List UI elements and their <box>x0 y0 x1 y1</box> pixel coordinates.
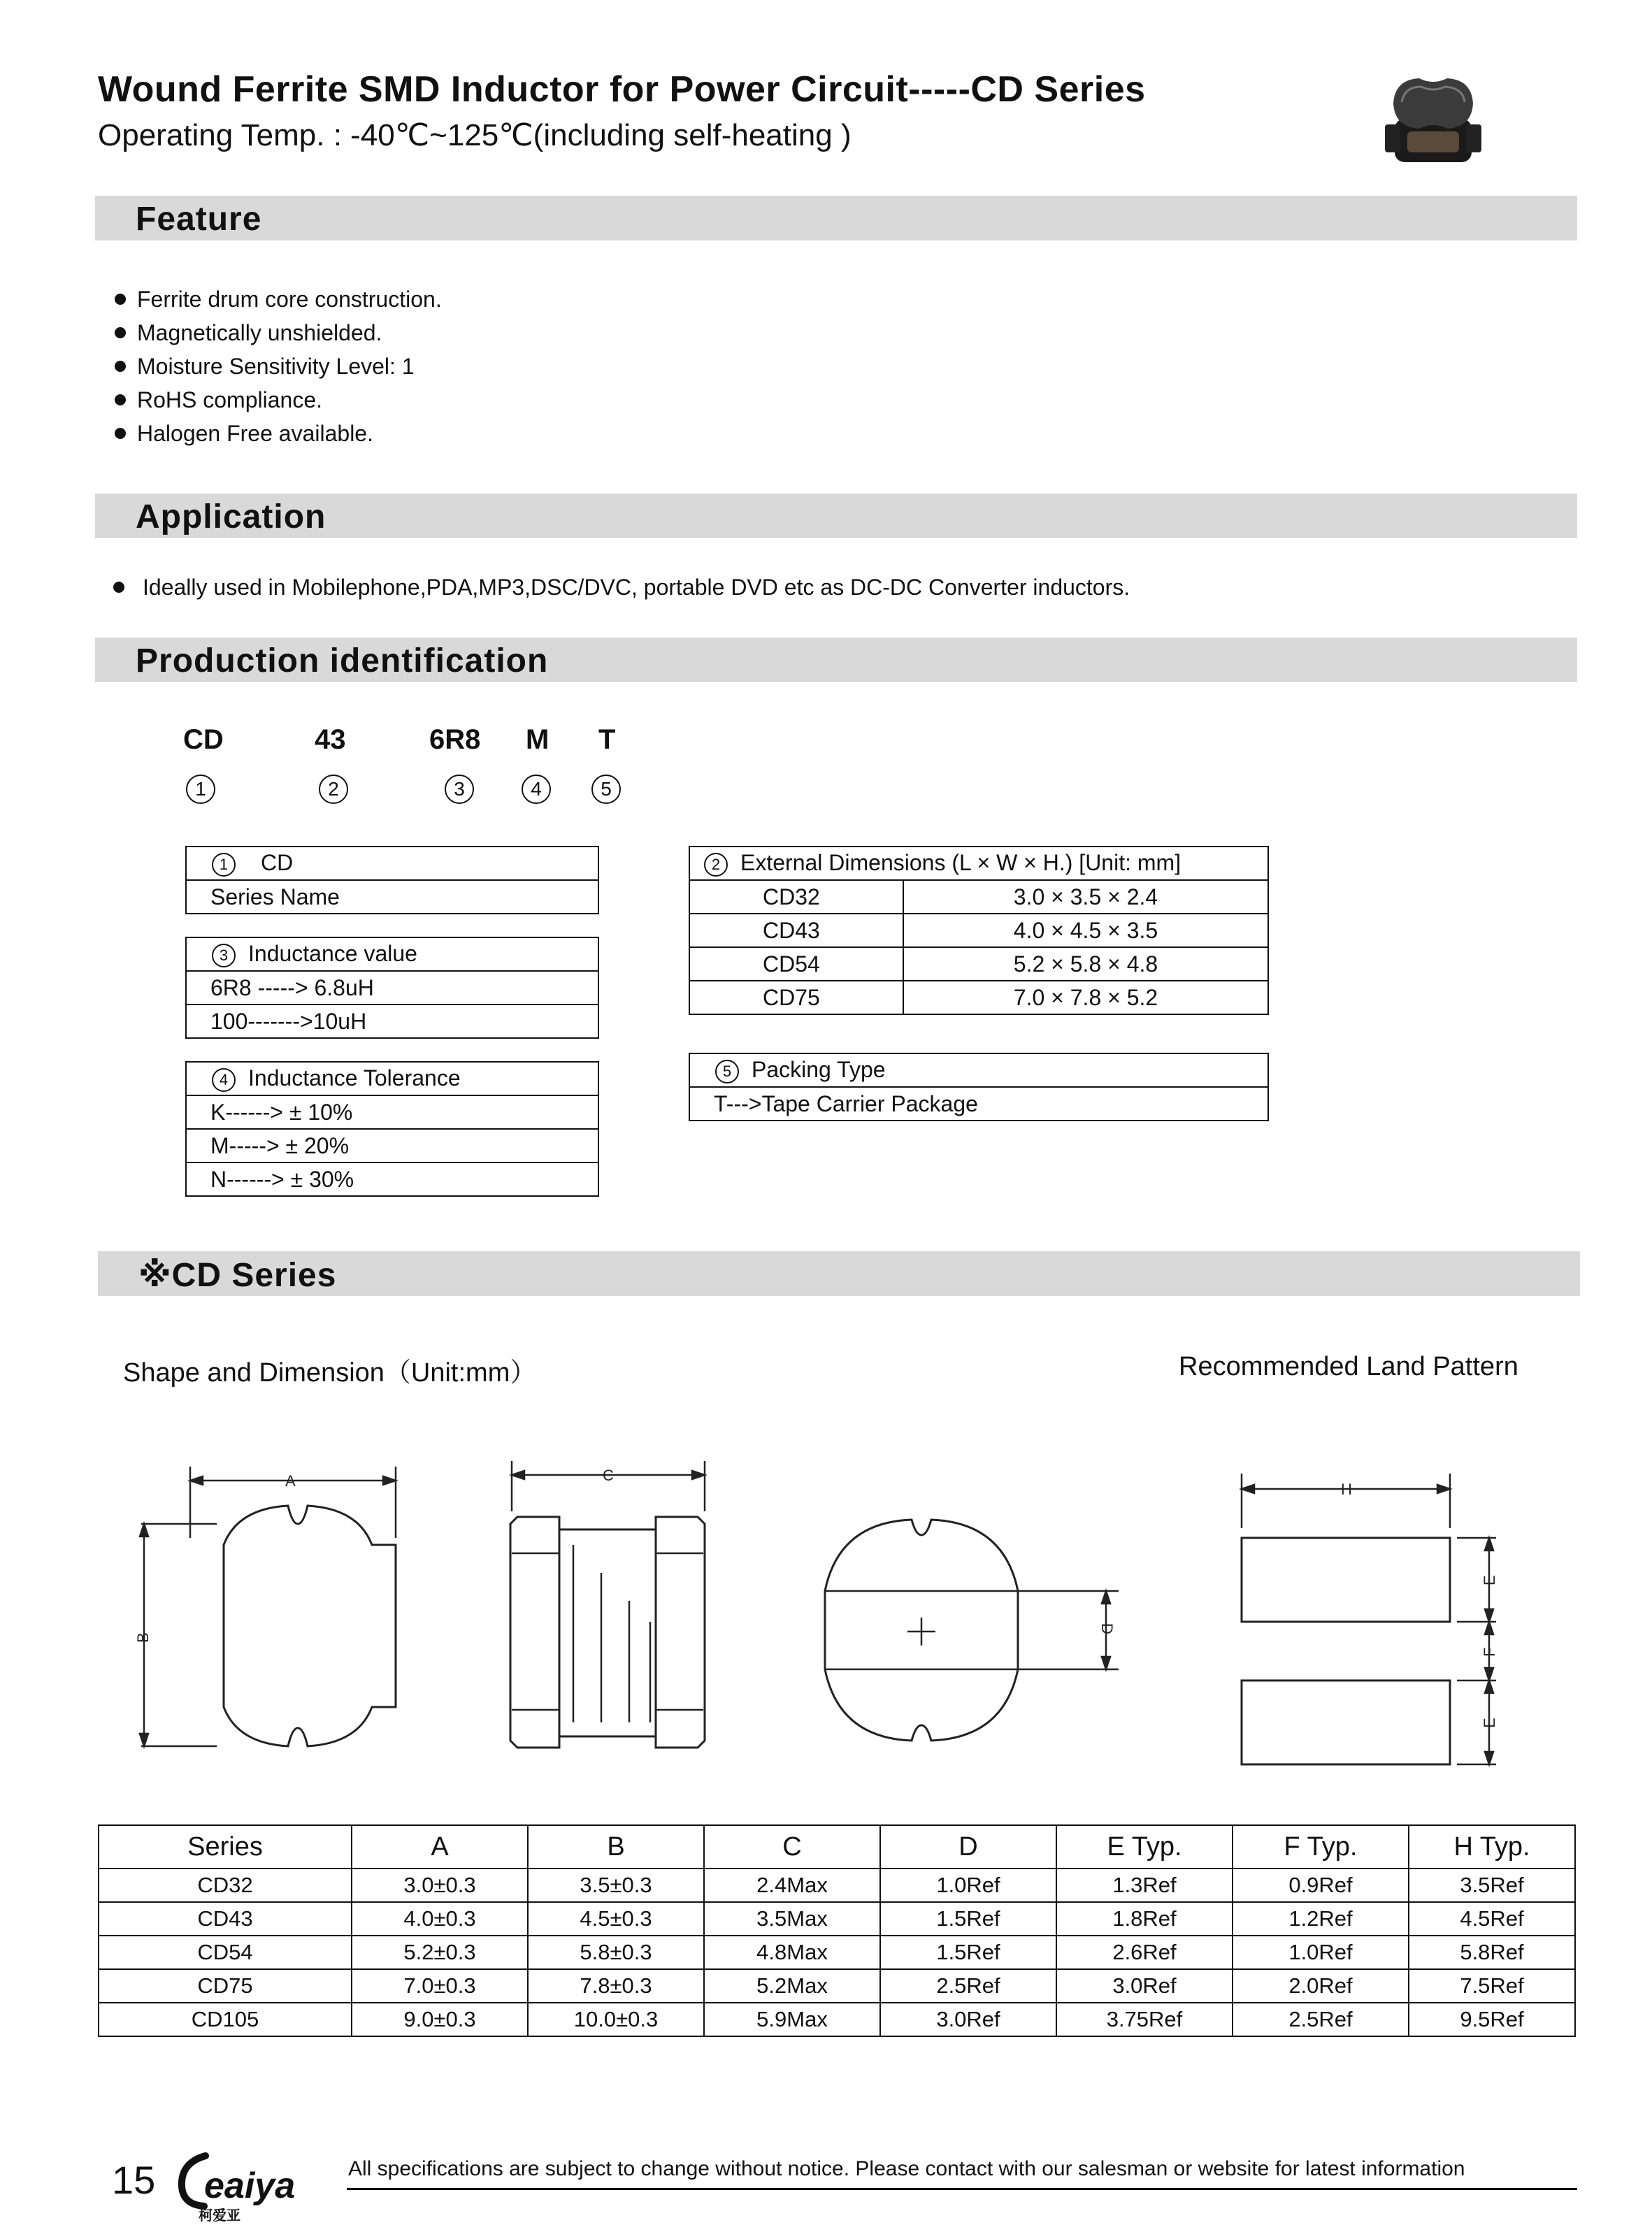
cd-series-heading: ※CD Series <box>138 1257 337 1294</box>
tolerance-row: K------> ± 10% <box>186 1095 598 1129</box>
page-number: 15 <box>112 2158 156 2202</box>
land-pattern-label: Recommended Land Pattern <box>1179 1352 1518 1381</box>
cell: 3.0Ref <box>1056 1969 1233 2003</box>
dim-letter-e: E <box>1481 1575 1498 1585</box>
spec-table-header <box>99 1825 1575 1869</box>
code-tolerance: M <box>526 724 550 755</box>
page-title: Wound Ferrite SMD Inductor for Power Circuit-----CD Series <box>98 69 1146 110</box>
dimension-model: CD75 <box>689 981 903 1014</box>
cell: 5.8±0.3 <box>528 1936 704 1969</box>
feature-item: Halogen Free available. <box>112 417 442 450</box>
footer-note: All specifications are subject to change without notice. Please contact with our salesman or website for latest information <box>348 2157 1465 2180</box>
cd-series-section-bar <box>98 1251 1580 1296</box>
header-cell: Series <box>99 1825 352 1869</box>
feature-heading: Feature <box>136 201 262 238</box>
external-dimensions-box <box>689 846 1269 1015</box>
spec-table <box>98 1824 1576 2037</box>
table-row <box>99 1869 1575 1902</box>
cell: 7.0±0.3 <box>352 1969 528 2003</box>
cell: 10.0±0.3 <box>528 2003 704 2036</box>
land-pad-bottom <box>1242 1680 1450 1764</box>
series-name-title: CD <box>261 850 294 876</box>
header-cell: D <box>880 1825 1056 1869</box>
cell: 1.2Ref <box>1233 1902 1409 1936</box>
cell: 5.2±0.3 <box>352 1936 528 1969</box>
header-cell: B <box>528 1825 704 1869</box>
header-cell: C <box>704 1825 880 1869</box>
table-row <box>99 1936 1575 1969</box>
inductor-photo <box>1381 70 1486 171</box>
dimension-value: 7.0 × 7.8 × 5.2 <box>903 981 1268 1014</box>
application-item: Ideally used in Mobilephone,PDA,MP3,DSC/DVC, portable DVD etc as DC-DC Converter inductors. <box>110 570 1130 604</box>
cell: 2.0Ref <box>1233 1969 1409 2003</box>
inductance-value-row: 100------->10uH <box>186 1005 598 1038</box>
inductance-value-box <box>185 937 599 1039</box>
packing-type-row: T--->Tape Carrier Package <box>689 1087 1268 1121</box>
cell: 1.8Ref <box>1056 1902 1233 1936</box>
cell: 2.5Ref <box>880 1969 1056 2003</box>
cell: 4.0±0.3 <box>352 1902 528 1936</box>
number-2: 2 <box>319 775 348 804</box>
inductance-tolerance-title: Inductance Tolerance <box>248 1065 461 1091</box>
logo-text: eaiya <box>204 2166 296 2206</box>
number-5: 5 <box>591 775 621 804</box>
feature-item: Magnetically unshielded. <box>112 316 442 350</box>
table-row <box>99 2003 1575 2036</box>
cell: 1.5Ref <box>880 1902 1056 1936</box>
code-packing: T <box>598 724 616 755</box>
operating-temp: Operating Temp. : -40℃~125℃(including self-heating ) <box>98 118 852 152</box>
inductance-tolerance-box <box>185 1061 599 1197</box>
caiya-logo <box>173 2142 320 2226</box>
cell: 2.4Max <box>704 1869 880 1902</box>
number-3-small: 3 <box>212 944 236 967</box>
inductance-value-row: 6R8 -----> 6.8uH <box>186 971 598 1005</box>
dimension-model: CD43 <box>689 914 903 947</box>
cell: 5.8Ref <box>1409 1936 1575 1969</box>
cell: CD105 <box>99 2003 352 2036</box>
tolerance-row: N------> ± 30% <box>186 1162 598 1196</box>
feature-list <box>112 282 442 450</box>
cell: 4.5±0.3 <box>528 1902 704 1936</box>
cell: 1.3Ref <box>1056 1869 1233 1902</box>
dim-letter-c: C <box>603 1467 614 1484</box>
top-view <box>825 1520 1119 1741</box>
dimension-model: CD54 <box>689 947 903 981</box>
land-pad-top <box>1242 1538 1450 1622</box>
dim-letter-b: B <box>134 1632 152 1643</box>
dimension-value: 4.0 × 4.5 × 3.5 <box>903 914 1268 947</box>
header-cell: H Typ. <box>1409 1825 1575 1869</box>
dim-letter-a: A <box>285 1472 296 1490</box>
cell: 2.5Ref <box>1233 2003 1409 2036</box>
cell: 1.5Ref <box>880 1936 1056 1969</box>
side-view <box>510 1461 705 1748</box>
packing-type-box <box>689 1053 1269 1121</box>
dim-letter-f: F <box>1481 1647 1498 1657</box>
front-view <box>134 1467 396 1746</box>
tolerance-row: M-----> ± 20% <box>186 1129 598 1162</box>
feature-item: Moisture Sensitivity Level: 1 <box>112 350 442 383</box>
code-series: CD <box>183 724 224 755</box>
cell: 4.8Max <box>704 1936 880 1969</box>
logo-subtext: 柯爱亚 <box>199 2207 240 2224</box>
feature-item: RoHS compliance. <box>112 383 442 417</box>
header-cell: E Typ. <box>1056 1825 1233 1869</box>
cell: 2.6Ref <box>1056 1936 1233 1969</box>
dimension-value: 5.2 × 5.8 × 4.8 <box>903 947 1268 981</box>
land-pattern <box>1242 1474 1498 1764</box>
cell: 1.0Ref <box>880 1869 1056 1902</box>
number-5-small: 5 <box>715 1060 739 1083</box>
cell: 3.0Ref <box>880 2003 1056 2036</box>
shape-dimension-label: Shape and Dimension（Unit:mm） <box>123 1358 537 1388</box>
cell: CD32 <box>99 1869 352 1902</box>
application-section-bar <box>95 494 1577 538</box>
application-heading: Application <box>136 498 326 535</box>
dimension-model: CD32 <box>689 880 903 914</box>
application-list <box>110 570 1130 604</box>
number-3: 3 <box>445 775 474 804</box>
cell: 4.5Ref <box>1409 1902 1575 1936</box>
cell: CD43 <box>99 1902 352 1936</box>
cell: 5.9Max <box>704 2003 880 2036</box>
cell: 0.9Ref <box>1233 1869 1409 1902</box>
cell: 7.5Ref <box>1409 1969 1575 2003</box>
dimension-drawing <box>126 1433 1545 1783</box>
header-cell: A <box>352 1825 528 1869</box>
cell: 9.5Ref <box>1409 2003 1575 2036</box>
cell: 3.5±0.3 <box>528 1869 704 1902</box>
production-section-bar <box>95 638 1577 682</box>
cell: CD75 <box>99 1969 352 2003</box>
front-view-outline <box>224 1506 396 1746</box>
packing-type-title: Packing Type <box>752 1057 886 1083</box>
number-2-small: 2 <box>704 853 728 877</box>
feature-item: Ferrite drum core construction. <box>112 282 442 316</box>
footer-divider <box>347 2188 1577 2190</box>
cell: 1.0Ref <box>1233 1936 1409 1969</box>
series-name-box <box>185 846 599 914</box>
number-1-small: 1 <box>212 853 236 877</box>
cell: CD54 <box>99 1936 352 1969</box>
external-dimensions-title: External Dimensions (L × W × H.) [Unit: mm] <box>740 850 1181 876</box>
cell: 7.8±0.3 <box>528 1969 704 2003</box>
series-name-row: Series Name <box>186 880 598 914</box>
dim-letter-d: D <box>1098 1623 1116 1634</box>
production-heading: Production identification <box>136 642 549 679</box>
dim-letter-e-lower: E <box>1481 1718 1498 1728</box>
cell: 3.5Max <box>704 1902 880 1936</box>
cell: 3.75Ref <box>1056 2003 1233 2036</box>
header-cell: F Typ. <box>1233 1825 1409 1869</box>
number-1: 1 <box>186 775 215 804</box>
dim-letter-h: H <box>1341 1481 1352 1498</box>
number-4-small: 4 <box>212 1068 236 1092</box>
inductance-value-title: Inductance value <box>248 941 417 967</box>
feature-section-bar <box>95 196 1577 240</box>
code-dimension: 43 <box>315 724 346 755</box>
cell: 3.0±0.3 <box>352 1869 528 1902</box>
cell: 3.5Ref <box>1409 1869 1575 1902</box>
dimension-value: 3.0 × 3.5 × 2.4 <box>903 880 1268 914</box>
table-row <box>99 1969 1575 2003</box>
number-4: 4 <box>522 775 551 804</box>
code-inductance: 6R8 <box>429 724 481 755</box>
table-row <box>99 1902 1575 1936</box>
cell: 5.2Max <box>704 1969 880 2003</box>
cell: 9.0±0.3 <box>352 2003 528 2036</box>
